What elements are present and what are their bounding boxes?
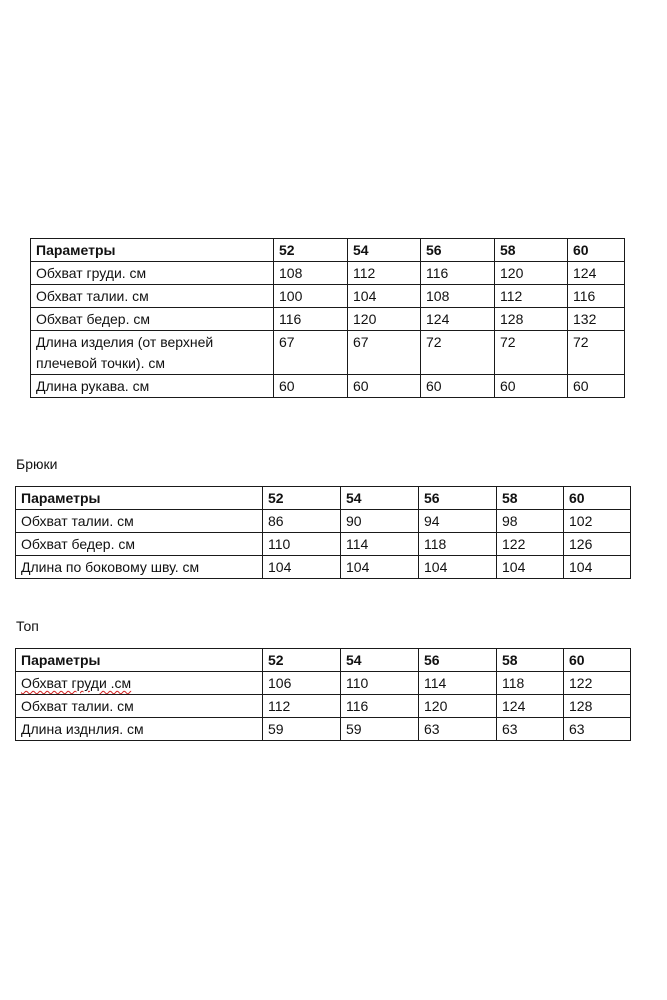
table-cell: 116 — [274, 308, 348, 331]
row-label: Длина рукава. см — [31, 375, 274, 398]
row-label: Обхват талии. см — [16, 695, 263, 718]
table-cell: 126 — [564, 533, 631, 556]
header-cell: 52 — [263, 649, 341, 672]
table-cell: 116 — [341, 695, 419, 718]
table-cell: 104 — [419, 556, 497, 579]
row-label: Обхват талии. см — [16, 510, 263, 533]
row-label: Обхват груди. см — [31, 262, 274, 285]
table-cell: 120 — [419, 695, 497, 718]
header-cell: 54 — [341, 487, 419, 510]
table-cell: 116 — [568, 285, 625, 308]
header-cell: 60 — [564, 649, 631, 672]
table-cell: 104 — [263, 556, 341, 579]
header-cell: 56 — [419, 649, 497, 672]
table-row — [16, 533, 631, 556]
table-cell: 124 — [421, 308, 495, 331]
table-cell: 122 — [564, 672, 631, 695]
table-cell: 114 — [419, 672, 497, 695]
header-cell: 60 — [568, 239, 625, 262]
row-label: Обхват груди .см — [16, 672, 263, 695]
table-row — [16, 510, 631, 533]
table-cell: 60 — [348, 375, 421, 398]
table-row — [31, 308, 625, 331]
table-cell: 94 — [419, 510, 497, 533]
section-title-trousers: Брюки — [16, 456, 58, 472]
table-cell: 112 — [495, 285, 568, 308]
table-cell: 114 — [341, 533, 419, 556]
table-row — [31, 285, 625, 308]
table-cell: 63 — [564, 718, 631, 741]
header-cell: 58 — [495, 239, 568, 262]
table-cell: 102 — [564, 510, 631, 533]
table-cell: 104 — [348, 285, 421, 308]
table-cell: 98 — [497, 510, 564, 533]
header-cell: 54 — [348, 239, 421, 262]
table-header-row — [31, 239, 625, 262]
table-cell: 118 — [497, 672, 564, 695]
row-label: Обхват бедер. см — [16, 533, 263, 556]
table-cell: 63 — [419, 718, 497, 741]
row-label: Обхват бедер. см — [31, 308, 274, 331]
table-cell: 104 — [564, 556, 631, 579]
header-cell: Параметры — [16, 487, 263, 510]
table-header-row — [16, 487, 631, 510]
table-cell: 108 — [274, 262, 348, 285]
table-cell: 110 — [341, 672, 419, 695]
header-cell: 56 — [419, 487, 497, 510]
header-cell: 58 — [497, 649, 564, 672]
table-cell: 128 — [564, 695, 631, 718]
table-cell: 60 — [274, 375, 348, 398]
table-cell: 67 — [348, 331, 421, 375]
table-cell: 60 — [421, 375, 495, 398]
table-cell: 59 — [263, 718, 341, 741]
header-cell: 56 — [421, 239, 495, 262]
row-label: Длина изднлия. см — [16, 718, 263, 741]
table-cell: 116 — [421, 262, 495, 285]
table-cell: 124 — [568, 262, 625, 285]
row-label: Длина изделия (от верхней плечевой точки). см — [31, 331, 274, 375]
table-cell: 90 — [341, 510, 419, 533]
table-row — [31, 375, 625, 398]
table-cell: 60 — [568, 375, 625, 398]
table-cell: 60 — [495, 375, 568, 398]
table-cell: 108 — [421, 285, 495, 308]
table-cell: 120 — [495, 262, 568, 285]
table-row — [16, 672, 631, 695]
row-label: Обхват талии. см — [31, 285, 274, 308]
table-header-row — [16, 649, 631, 672]
table-cell: 132 — [568, 308, 625, 331]
row-label: Длина по боковому шву. см — [16, 556, 263, 579]
header-cell: 52 — [274, 239, 348, 262]
header-cell: 54 — [341, 649, 419, 672]
table-cell: 72 — [568, 331, 625, 375]
table-cell: 122 — [497, 533, 564, 556]
table-row — [31, 262, 625, 285]
table-row — [16, 695, 631, 718]
table-cell: 104 — [341, 556, 419, 579]
header-cell: Параметры — [16, 649, 263, 672]
size-table-top — [15, 648, 631, 741]
table-cell: 124 — [497, 695, 564, 718]
size-table-trousers — [15, 486, 631, 579]
section-title-top: Топ — [16, 618, 39, 634]
table-cell: 86 — [263, 510, 341, 533]
table-cell: 63 — [497, 718, 564, 741]
header-cell: Параметры — [31, 239, 274, 262]
table-cell: 72 — [495, 331, 568, 375]
header-cell: 52 — [263, 487, 341, 510]
table-row — [31, 331, 625, 375]
table-cell: 72 — [421, 331, 495, 375]
table-cell: 118 — [419, 533, 497, 556]
size-table-1 — [30, 238, 625, 398]
table-cell: 106 — [263, 672, 341, 695]
table-cell: 120 — [348, 308, 421, 331]
table-cell: 67 — [274, 331, 348, 375]
header-cell: 60 — [564, 487, 631, 510]
table-cell: 59 — [341, 718, 419, 741]
header-cell: 58 — [497, 487, 564, 510]
table-cell: 104 — [497, 556, 564, 579]
table-cell: 128 — [495, 308, 568, 331]
table-row — [16, 556, 631, 579]
table-cell: 112 — [348, 262, 421, 285]
table-cell: 112 — [263, 695, 341, 718]
table-cell: 100 — [274, 285, 348, 308]
table-row — [16, 718, 631, 741]
table-cell: 110 — [263, 533, 341, 556]
